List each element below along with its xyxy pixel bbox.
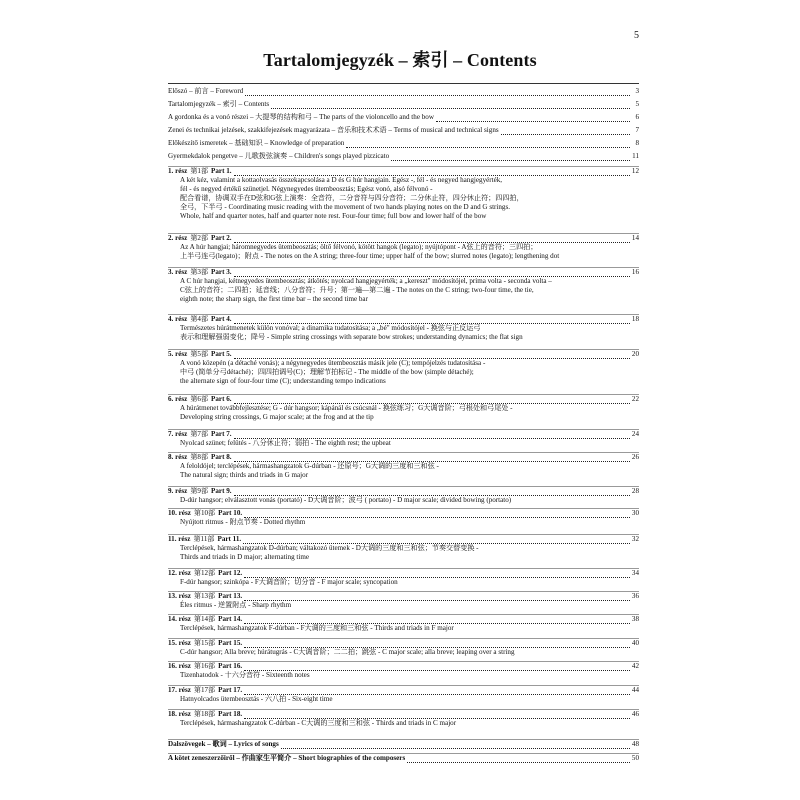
part-number-cn: 第12部 [193, 569, 216, 577]
part-number-en: Part 4. [211, 315, 232, 323]
leader-dots [244, 570, 630, 578]
part-number-en: Part 18. [218, 710, 243, 718]
toc-page-number: 16 [631, 268, 639, 276]
leader-dots [244, 593, 630, 601]
part-description-line: 中弓 (简单分弓détaché)；四四拍调号(C)；理解节拍标记 - The middle of the bow (simple détaché); [180, 368, 474, 376]
part-description-line: 全弓，下半弓 - Coordinating music reading with the movement of two hands playing notes on the D and G strings. [180, 203, 511, 211]
leader-dots [234, 235, 630, 243]
part-description-line: C-dúr hangsor; Alla breve; húrátugrás - C大调音阶；二二拍；跳弦 - C major scale; alla breve; leaping over a string [180, 648, 515, 656]
part-description-line: Tizenhatodok - 十六分音符 - Sixteenth notes [180, 671, 310, 679]
toc-part-16[interactable] [168, 661, 639, 680]
leader-dots [234, 351, 630, 359]
toc-part-7[interactable] [168, 429, 639, 448]
page-title: Tartalomjegyzék – 索引 – Contents [263, 50, 537, 70]
toc-entry-contents[interactable] [168, 100, 639, 109]
toc-part-18[interactable] [168, 709, 639, 728]
part-number: 16. rész [168, 662, 191, 670]
part-number-cn: 第10部 [193, 509, 216, 517]
part-description-line: A feloldójel; terclépések, hármashangzatok G-dúrban - 还原号；G大调的三度和三和弦 - [180, 462, 439, 470]
leader-dots [244, 663, 630, 671]
toc-entry-preparation[interactable] [168, 139, 639, 148]
part-number-cn: 第14部 [193, 615, 216, 623]
part-description-line: 表示和理解强弱变化；降号 - Simple string crossings with separate bow strokes; understanding dynamics; the flat sign [180, 333, 523, 341]
leader-dots [436, 114, 630, 122]
part-number-en: Part 12. [218, 569, 243, 577]
toc-page-number: 36 [631, 592, 639, 600]
part-number: 8. rész [168, 453, 188, 461]
toc-page-number: 6 [635, 113, 639, 121]
part-description-line: A vonó közepén (a détaché vonás); a négynegyedes ütembeosztás másik jele (C); tempójelzés tudatosítása - [180, 359, 486, 367]
part-number-cn: 第2部 [190, 234, 209, 242]
toc-page-number: 32 [631, 535, 639, 543]
part-number-en: Part 13. [218, 592, 243, 600]
part-description-line: Természetes húrátmenetek külön vonóval; a dinamika tudatosítása; a „bé" módosítójel - 换弦与正反运弓 [180, 324, 481, 332]
part-description-line: Terclépések, hármashangzatok D-dúrban; váltakozó ütemek - D大调的三度和三和弦；节奏交替变换 - [180, 544, 479, 552]
part-description-line: Hatnyolcados ütembeosztás - 六八拍 - Six-eight time [180, 695, 333, 703]
part-description-line: C弦上的音符；二四拍；延音线；八分音符；升号；第一遍—第二遍 - The notes on the C string; two-four time, the tie, [180, 286, 534, 294]
part-number: 12. rész [168, 569, 191, 577]
part-number-en: Part 1. [211, 167, 232, 175]
part-description-line: 配合看谱，协调双手在D弦和G弦上演奏：全音符，二分音符与四分音符；二分休止符，四分休止符；四四拍， [180, 194, 524, 202]
part-number-cn: 第11部 [193, 535, 215, 543]
toc-page-number: 11 [632, 152, 639, 160]
part-number-cn: 第7部 [190, 430, 209, 438]
toc-page-number: 3 [635, 87, 639, 95]
part-number-cn: 第6部 [190, 395, 209, 403]
part-number-en: Part 9. [211, 487, 232, 495]
part-number-cn: 第16部 [193, 662, 216, 670]
leader-dots [244, 616, 630, 624]
part-number: 11. rész [168, 535, 191, 543]
leader-dots [234, 316, 630, 324]
leader-dots [244, 687, 630, 695]
part-number-en: Part 6. [211, 395, 232, 403]
toc-entry-label: A gordonka és a vonó részei – 大提琴的结构和弓 – The parts of the violoncello and the bow [168, 113, 434, 121]
part-number-cn: 第1部 [190, 167, 209, 175]
toc-page-number: 22 [631, 395, 639, 403]
leader-dots [501, 127, 630, 135]
leader-dots [244, 711, 630, 719]
part-description-line: Terclépések, hármashangzatok F-dúrban - F大调的三度和三和弦 - Thirds and triads in F major [180, 624, 454, 632]
part-description-line: Whole, half and quarter notes, half and quarter note rest. Four-four time; full bow and lower half of the bow [180, 212, 487, 220]
part-description-line: F-dúr hangsor; szinkópa - F大调音阶；切分音 - F major scale; syncopation [180, 578, 398, 586]
part-number-en: Part 7. [211, 430, 232, 438]
leader-dots [234, 431, 630, 439]
part-number: 18. rész [168, 710, 191, 718]
part-number: 2. rész [168, 234, 188, 242]
page-number: 5 [634, 30, 639, 41]
part-number-en: Part 2. [211, 234, 232, 242]
toc-part-10[interactable] [168, 508, 639, 527]
toc-entry-composers[interactable] [168, 753, 639, 763]
part-number-cn: 第4部 [190, 315, 209, 323]
part-number-cn: 第18部 [193, 710, 216, 718]
part-description-line: Az A húr hangjai; háromnegyedes ütembeosztás; öltő félvonó, kötött hangok (legato); nyújtópont - A弦上的音符；三四拍； [180, 243, 538, 251]
toc-page-number: 8 [635, 139, 639, 147]
part-number: 6. rész [168, 395, 188, 403]
part-number-cn: 第13部 [193, 592, 216, 600]
toc-page-number: 48 [631, 740, 639, 748]
toc-entry-parts-of-cello[interactable] [168, 113, 639, 122]
toc-part-8[interactable] [168, 452, 639, 480]
toc-page-number: 20 [631, 350, 639, 358]
part-number-cn: 第8部 [190, 453, 209, 461]
part-description-line: the alternate sign of four-four time (C); understanding tempo indications [180, 377, 386, 385]
leader-dots [391, 153, 630, 161]
toc-page-number: 24 [631, 430, 639, 438]
part-number: 15. rész [168, 639, 191, 647]
toc-part-2[interactable] [168, 233, 639, 261]
toc-part-3[interactable] [168, 267, 639, 304]
part-description-line: A húrátmenet továbbfejlesztése; G - dúr hangsor; kápánál és csúcsnál - 换弦练习；G大调音阶；弓根处和弓尾处 - [180, 404, 513, 412]
part-description-line: Developing string crossings, G major scale; at the frog and at the tip [180, 413, 374, 421]
toc-part-1[interactable] [168, 166, 639, 221]
part-number: 5. rész [168, 350, 188, 358]
leader-dots [244, 640, 630, 648]
part-description-line: Éles ritmus - 逆置附点 - Sharp rhythm [180, 601, 292, 609]
leader-dots [245, 88, 630, 96]
toc-entry-label: A kötet zeneszerzőiről – 作曲家生平简介 – Short biographies of the composers [168, 754, 406, 762]
part-number: 14. rész [168, 615, 191, 623]
toc-entry-label: Előkészítő ismeretek – 基础知识 – Knowledge of preparation [168, 139, 345, 147]
part-number-en: Part 15. [218, 639, 243, 647]
part-number: 1. rész [168, 167, 188, 175]
leader-dots [234, 488, 630, 496]
part-number: 10. rész [168, 509, 191, 517]
part-description-line: A két kéz, valamint a kottaolvasás összekapcsolása a D és G húr hangjain. Egész -, fél - és negyed hangjegyérték, [180, 176, 503, 184]
leader-dots [243, 536, 630, 544]
toc-page-number: 14 [631, 234, 639, 242]
toc-part-5[interactable] [168, 349, 639, 386]
leader-dots [234, 454, 630, 462]
toc-entry-terms[interactable] [168, 126, 639, 135]
part-number-cn: 第3部 [190, 268, 209, 276]
toc-page-number: 12 [631, 167, 639, 175]
part-number-cn: 第5部 [190, 350, 209, 358]
toc-part-12[interactable] [168, 568, 639, 587]
part-number-en: Part 11. [217, 535, 242, 543]
leader-dots [346, 140, 630, 148]
leader-dots [234, 269, 630, 277]
toc-entry-label: Zenei és technikai jelzések, szakkifejezések magyarázata – 音乐和技术术语 – Terms of musical and technical signs [168, 126, 499, 134]
toc-page-number: 40 [631, 639, 639, 647]
part-description-line: 上半弓连弓(legato)；附点 - The notes on the A string; three-four time; upper half of the bow; slurred notes (legato); lengthening dot [180, 252, 560, 260]
toc-page-number: 50 [631, 754, 639, 762]
toc-entry-label: Dalszövegek – 歌词 – Lyrics of songs [168, 740, 279, 748]
toc-page-number: 38 [631, 615, 639, 623]
part-description-line: Thirds and triads in D major; alternating time [180, 553, 310, 561]
leader-dots [271, 101, 630, 109]
part-number-en: Part 10. [218, 509, 243, 517]
toc-page-number: 46 [631, 710, 639, 718]
toc-part-17[interactable] [168, 685, 639, 704]
part-number-cn: 第17部 [193, 686, 216, 694]
toc-page-number: 42 [631, 662, 639, 670]
toc-page-number: 18 [631, 315, 639, 323]
part-number-en: Part 5. [211, 350, 232, 358]
part-number-en: Part 16. [218, 662, 243, 670]
part-description-line: Nyolcad szünet; felütés - 八分休止符；弱拍 - The eighth rest; the upbeat [180, 439, 391, 447]
part-number: 3. rész [168, 268, 188, 276]
toc-part-9[interactable] [168, 486, 639, 505]
part-description-line: fél - és negyed értékű szünetjel. Négynegyedes ütembeosztás; Egész vonó, alsó félvonó - [180, 185, 433, 193]
toc-part-13[interactable] [168, 591, 639, 610]
leader-dots [281, 741, 630, 749]
toc-page-number: 30 [631, 509, 639, 517]
toc-part-6[interactable] [168, 394, 639, 422]
part-number: 7. rész [168, 430, 188, 438]
part-description-line: A C húr hangjai, kétnegyedes ütembeosztás; átkötés; nyolcad hangjegyérték; a „kereszt" módosítójel, prima volta - seconda volta – [180, 277, 552, 285]
part-description-line: D-dúr hangsor; elválasztott vonás (portató) - D大调音阶；波弓 ( portato) - D major scale; divided bowing (portato) [180, 496, 512, 504]
part-number-en: Part 17. [218, 686, 243, 694]
part-number: 17. rész [168, 686, 191, 694]
toc-page-number: 26 [631, 453, 639, 461]
toc-entry-pizzicato-songs[interactable] [168, 152, 639, 161]
toc-part-15[interactable] [168, 638, 639, 657]
part-description-line: The natural sign; thirds and triads in G major [180, 471, 309, 479]
part-description-line: Terclépések, hármashangzatok C-dúrban - C大调的三度和三和弦 - Thirds and triads in C major [180, 719, 457, 727]
part-description-line: Nyújtott ritmus - 附点节奏 - Dotted rhythm [180, 518, 306, 526]
part-number-cn: 第9部 [190, 487, 209, 495]
toc-part-4[interactable] [168, 314, 639, 342]
part-number: 13. rész [168, 592, 191, 600]
part-number-en: Part 3. [211, 268, 232, 276]
toc-entry-label: Gyermekdalok pengetve – 儿歌拨弦演奏 – Children's songs played pizzicato [168, 152, 390, 160]
toc-part-11[interactable] [168, 534, 639, 562]
toc-entry-label: Tartalomjegyzék – 索引 – Contents [168, 100, 270, 108]
toc-entry-label: Előszó – 前言 – Foreword [168, 87, 244, 95]
leader-dots [244, 510, 630, 518]
part-number: 4. rész [168, 315, 188, 323]
toc-entry-foreword[interactable] [168, 87, 639, 96]
part-number: 9. rész [168, 487, 188, 495]
toc-page-number: 28 [631, 487, 639, 495]
toc-page-number: 7 [635, 126, 639, 134]
part-number-cn: 第15部 [193, 639, 216, 647]
toc-part-14[interactable] [168, 614, 639, 633]
toc-page-number: 34 [631, 569, 639, 577]
leader-dots [234, 396, 630, 404]
part-number-en: Part 14. [218, 615, 243, 623]
title-rule [168, 83, 639, 84]
leader-dots [407, 755, 630, 763]
part-number-en: Part 8. [211, 453, 232, 461]
part-description-line: eighth note; the sharp sign, the first time bar – the second time bar [180, 295, 368, 303]
leader-dots [234, 168, 630, 176]
toc-page-number: 44 [631, 686, 639, 694]
toc-entry-lyrics[interactable] [168, 739, 639, 749]
toc-page-number: 5 [635, 100, 639, 108]
